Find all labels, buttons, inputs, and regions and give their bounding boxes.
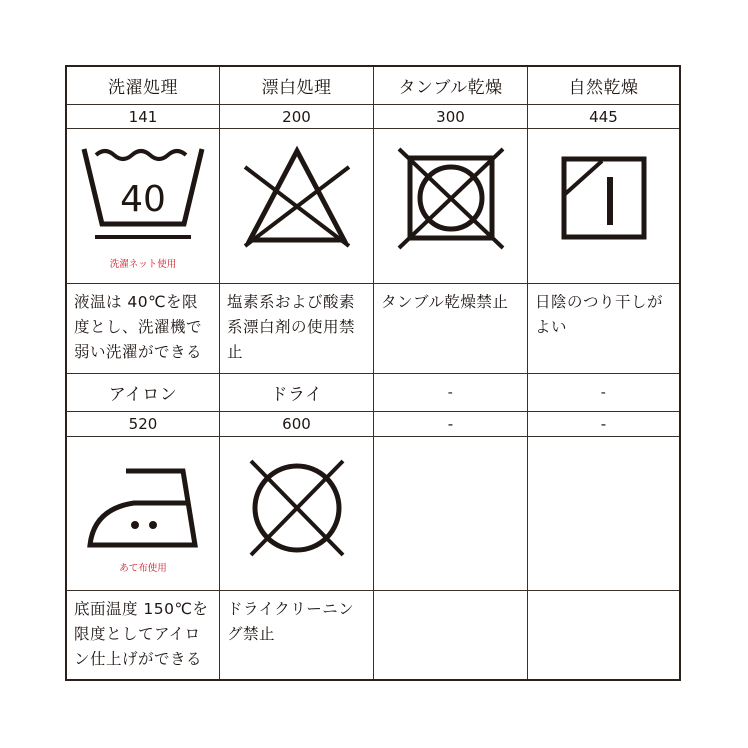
care-label-table xyxy=(65,65,681,681)
bleach-prohibited-icon xyxy=(237,145,357,255)
wash-temperature: 40 xyxy=(120,179,166,220)
code-natural-dry: 445 xyxy=(589,107,618,126)
empty-cell xyxy=(528,437,679,590)
desc-ironing: 底面温度 150℃を限度としてアイロン仕上げができる xyxy=(74,600,209,668)
dry-clean-symbol-cell xyxy=(220,437,373,590)
header-empty: - xyxy=(600,384,607,401)
desc-empty xyxy=(374,591,527,679)
code-bleaching: 200 xyxy=(282,107,311,126)
tumble-symbol-cell xyxy=(374,129,527,283)
desc-washing: 液温は 40℃を限度とし、洗濯機で弱い洗濯ができる xyxy=(74,293,203,361)
desc-tumble-dry: タンブル乾燥禁止 xyxy=(381,293,509,311)
iron-symbol-cell xyxy=(67,437,219,590)
desc-dry-cleaning: ドライクリーニング禁止 xyxy=(227,600,355,643)
line-dry-shade-icon xyxy=(544,145,664,255)
code-tumble-dry: 300 xyxy=(436,107,465,126)
desc-bleaching: 塩素系および酸素系漂白剤の使用禁止 xyxy=(227,293,356,361)
header-natural-dry: 自然乾燥 xyxy=(568,78,639,98)
empty-cell xyxy=(374,437,527,590)
code-ironing: 520 xyxy=(128,415,158,433)
header-dry-cleaning: ドライ xyxy=(270,385,323,405)
code-dry-cleaning: 600 xyxy=(282,415,311,433)
code-empty: - xyxy=(447,415,454,433)
wash-tub-40-icon xyxy=(78,145,208,255)
iron-medium-temp-icon xyxy=(78,459,208,559)
bleach-symbol-cell xyxy=(220,129,373,283)
desc-empty xyxy=(528,591,679,679)
wash-symbol-cell xyxy=(67,129,219,283)
wash-net-note: 洗濯ネット使用 xyxy=(109,259,177,270)
header-bleaching: 漂白処理 xyxy=(261,78,332,98)
code-empty: - xyxy=(600,415,607,433)
header-washing: 洗濯処理 xyxy=(108,78,178,98)
natural-dry-symbol-cell xyxy=(528,129,679,283)
code-washing: 141 xyxy=(128,107,158,126)
desc-natural-dry: 日陰のつり干しがよい xyxy=(535,293,664,336)
header-tumble-dry: タンブル乾燥 xyxy=(398,78,503,98)
dry-clean-prohibited-icon xyxy=(237,453,357,563)
header-empty: - xyxy=(447,384,454,401)
press-cloth-note: あて布使用 xyxy=(119,563,167,574)
tumble-dry-prohibited-icon xyxy=(391,145,511,255)
header-ironing: アイロン xyxy=(108,385,178,405)
